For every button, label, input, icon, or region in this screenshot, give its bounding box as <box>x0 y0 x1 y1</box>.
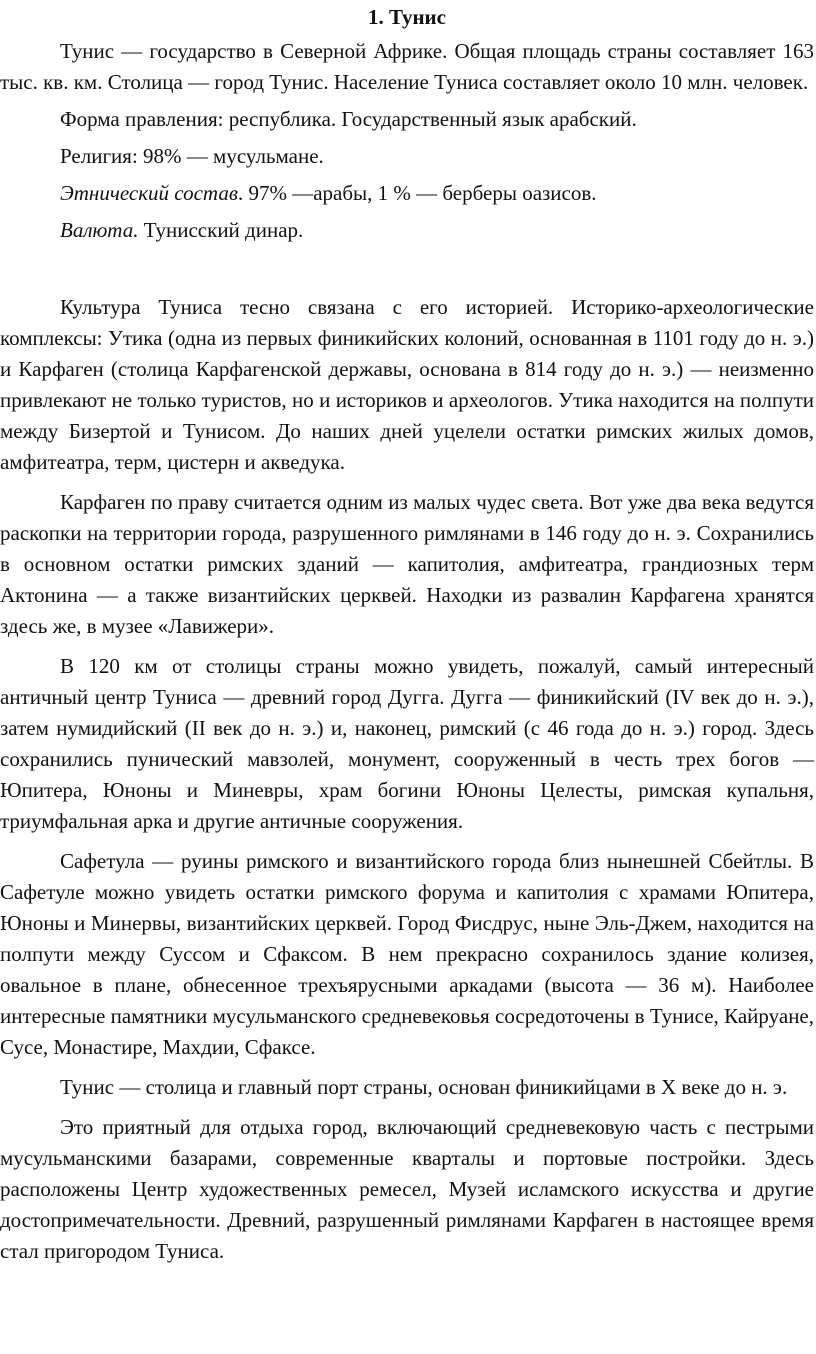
paragraph-carthage: Карфаген по праву считается одним из малых чудес света. Вот уже два века ведутся раскопки на территории города, разрушенного римлянами в 146 году до н. э. Сохранились в основном остатки римских зданий — капитолия, амфитеатра, грандиозных терм Актонина — а также византийских церквей. Находки из развалин Карфагена хранятся здесь же, в музее «Лавижери». <box>0 490 814 638</box>
document-title: 1. Тунис <box>368 5 446 29</box>
currency-line <box>0 215 814 246</box>
ethnic-line <box>0 178 814 209</box>
religion-line: Религия: 98% — мусульмане. <box>60 144 324 168</box>
ethnic-text: . 97% —арабы, 1 % — берберы оазисов. <box>237 181 597 205</box>
currency-label: Валюта. <box>60 218 139 242</box>
paragraph-tunis-city: Это приятный для отдыха город, включающий средневековую часть с пестрыми мусульманскими базарами, современные кварталы и портовые постройки. Здесь расположены Центр художественных ремесел, Музей исламского искусства и другие достопримечательности. Древний, разрушенный римлянами Карфаген в настоящее время стал пригородом Туниса. <box>0 1115 814 1263</box>
government-line: Форма правления: республика. Государственный язык арабский. <box>60 107 637 131</box>
paragraph-tunis-capital: Тунис — столица и главный порт страны, основан финикийцами в X веке до н. э. <box>60 1075 788 1099</box>
paragraph-culture: Культура Туниса тесно связана с его историей. Историко-археологические комплексы: Утика (одна из первых финикийских колоний, основанная в 1101 году до н. э.) и Карфаген (столица Карфагенской державы, основана в 814 году до н. э.) — неизменно привлекают не только туристов, но и историков и археологов. Утика находится на полпути между Бизертой и Тунисом. До наших дней уцелели остатки римских жилых домов, амфитеатра, терм, цистерн и акведука. <box>0 295 814 474</box>
paragraph-dougga: В 120 км от столицы страны можно увидеть, пожалуй, самый интересный античный центр Туниса — древний город Дугга. Дугга — финикийский (IV век до н. э.), затем нумидийский (II век до н. э.) и, наконец, римский (с 46 года до н. э.) город. Здесь сохранились пунический мавзолей, монумент, сооруженный в честь трех богов — Юпитера, Юноны и Миневры, храм богини Юноны Целесты, римская купальня, триумфальная арка и другие античные сооружения. <box>0 654 814 833</box>
currency-text: Тунисский динар. <box>138 218 304 242</box>
intro-paragraph: Тунис — государство в Северной Африке. Общая площадь страны составляет 163 тыс. кв. км. Столица — город Тунис. Население Туниса составляет около 10 млн. человек. <box>0 39 814 94</box>
ethnic-label: Этнический состав <box>60 181 238 205</box>
paragraph-sufetula: Сафетула — руины римского и византийского города близ нынешней Сбейтлы. В Сафетуле можно увидеть остатки римского форума и капитолия с храмами Юпитера, Юноны и Минервы, византийских церквей. Город Фисдрус, ныне Эль-Джем, находится на полпути между Суссом и Сфаксом. В нем прекрасно сохранилось здание колизея, овальное в плане, обнесенное трехъярусными аркадами (высота — 36 м). Наиболее интересные памятники мусульманского средневековья сосредоточены в Тунисе, Кайруане, Сусе, Монастире, Махдии, Сфаксе. <box>0 849 814 1059</box>
